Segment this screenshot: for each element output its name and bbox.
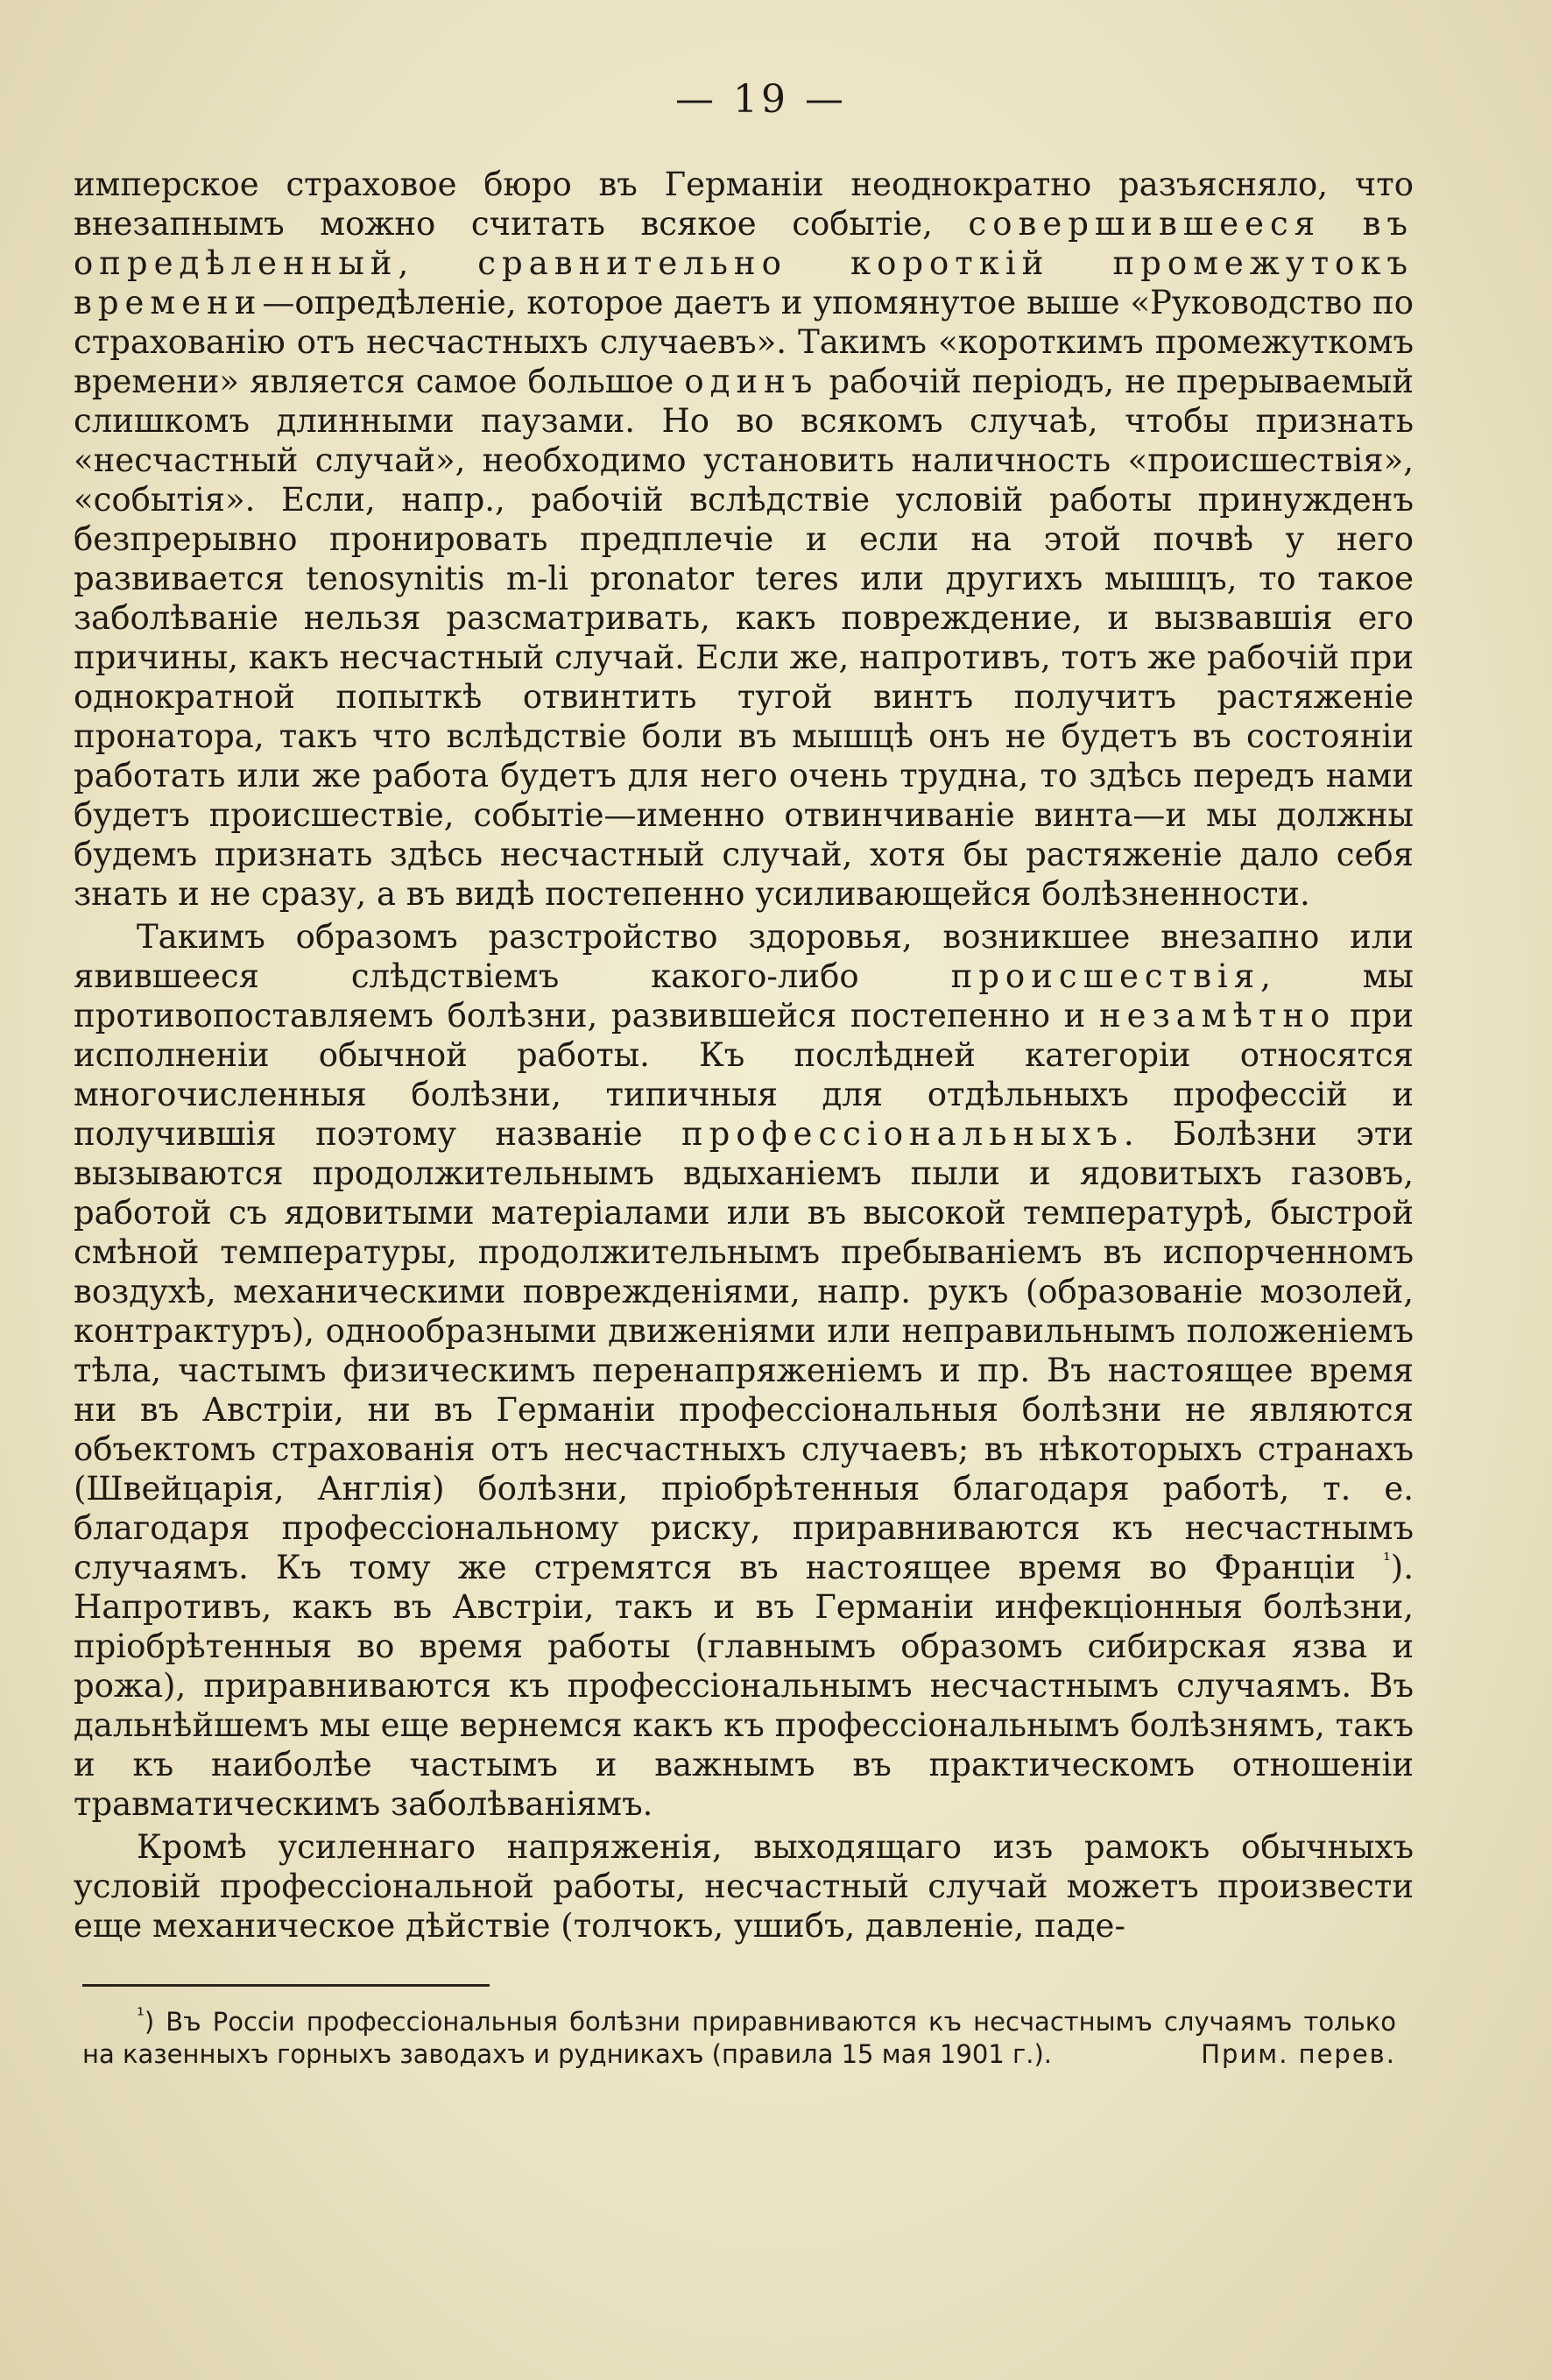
emphasized-text: происшествія xyxy=(950,957,1261,995)
paragraph-text: ). Напротивъ, какъ въ Австріи, такъ и въ Германіи инфекціонныя болѣзни, пріобрѣтенныя во время работы (главнымъ образомъ сибирская язва и рожа), приравниваются къ профессіональнымъ несчастнымъ случаямъ. Въ дальнѣйшемъ мы еще вернемся какъ къ профессіональнымъ болѣзнямъ, такъ и къ наиболѣе частымъ и важнымъ въ практическомъ отношеніи травматическимъ заболѣваніямъ. xyxy=(74,1549,1414,1823)
paragraph-text: , мы противопоставляемъ болѣзни, развившейся постепенно и xyxy=(74,957,1414,1035)
paragraph-text: —опредѣленіе, которое даетъ и упомянутое выше «Руководство по страхованію отъ несчастныхъ случаевъ». Такимъ «короткимъ промежуткомъ времени» является самое большое xyxy=(74,284,1414,400)
paragraph-1 xyxy=(74,165,1414,914)
footnote-marker: ¹ xyxy=(137,2004,145,2027)
paragraph-text: имперское страховое бюро въ Германіи неоднократно разъясняло, что внезапнымъ можно считать всякое событіе, xyxy=(74,166,1414,243)
footnote xyxy=(74,2006,1414,2071)
paragraph-text: при исполненіи обычной работы. Къ послѣдней категоріи относятся многочисленныя болѣзни, типичныя для отдѣльныхъ профессій и получившія поэтому названіе xyxy=(74,997,1414,1153)
paragraph-text: Кромѣ усиленнаго напряженія, выходящаго изъ рамокъ обычныхъ условій профессіональной работы, несчастный случай можетъ произвести еще механическое дѣйствіе (толчокъ, ушибъ, давленіе, паде- xyxy=(74,1828,1414,1945)
emphasized-text: одинъ xyxy=(684,363,819,400)
paragraph-2 xyxy=(74,917,1414,1824)
paragraph-3 xyxy=(74,1827,1414,1946)
paragraph-text: Такимъ образомъ разстройство здоровья, возникшее внезапно или явившееся слѣдствіемъ какого-либо xyxy=(74,918,1414,995)
page-number: — 19 — xyxy=(675,77,847,122)
footnote-reference[interactable]: ¹ xyxy=(1382,1550,1391,1572)
footnote-text: ) Въ Россіи профессіональныя болѣзни приравниваются къ несчастнымъ случаямъ только на казенныхъ горныхъ заводахъ и рудникахъ (правила 15 мая 1901 г.). xyxy=(82,2007,1396,2069)
paragraph-text: . Болѣзни эти вызываются продолжительнымъ вдыханіемъ пыли и ядовитыхъ газовъ, работой съ ядовитыми матеріалами или въ высокой температурѣ, быстрой смѣной температуры, продолжительнымъ пребываніемъ въ испорченномъ воздухѣ, механическими поврежденіями, напр. рукъ (образованіе мозолей, контрактуръ), однообразными движеніями или неправильнымъ положеніемъ тѣла, частымъ физическимъ перенапряженіемъ и пр. Въ настоящее время ни въ Австріи, ни въ Германіи профессіональныя болѣзни не являются объектомъ страхованія отъ несчастныхъ случаевъ; въ нѣкоторыхъ странахъ (Швейцарія, Англія) болѣзни, пріобрѣтенныя благодаря работѣ, т. е. благодаря профессіональному риску, приравниваются къ несчастнымъ случаямъ. Къ тому же стремятся въ настоящее время во Франціи xyxy=(74,1115,1414,1586)
emphasized-text: профессіональныхъ xyxy=(681,1115,1124,1153)
footnote-divider xyxy=(82,1984,490,1987)
footnote-signature: Прим. перев. xyxy=(1201,2039,1396,2069)
emphasized-text: незамѣтно xyxy=(1099,997,1337,1035)
paragraph-text: рабочій періодъ, не прерываемый слишкомъ длинными паузами. Но во всякомъ случаѣ, чтобы признать «несчастный случай», необходимо установить наличность «происшествія», «событія». Если, напр., рабочій вслѣдствіе условій работы принужденъ безпрерывно пронировать предплечіе и если на этой почвѣ у него развивается tenosynitis m-li pronator teres или другихъ мышцъ, то такое заболѣваніе нельзя разсматривать, какъ повреждение, и вызвавшія его причины, какъ несчастный случай. Если же, напротивъ, тотъ же рабочій при однократной попыткѣ отвинтить тугой винтъ получитъ растяженіе пронатора, такъ что вслѣдствіе боли въ мышцѣ онъ не будетъ въ состояніи работать или же работа будетъ для него очень трудна, то здѣсь передъ нами будетъ происшествіе, событіе—именно отвинчиваніе винта—и мы должны будемъ признать здѣсь несчастный случай, хотя бы растяженіе дало себя знать и не сразу, а въ видѣ постепенно усиливающейся болѣзненности. xyxy=(74,363,1414,913)
book-page xyxy=(74,77,1414,2071)
emphasized-text: совершившееся въ опредѣленный, сравнительно короткій промежутокъ времени xyxy=(74,205,1414,321)
